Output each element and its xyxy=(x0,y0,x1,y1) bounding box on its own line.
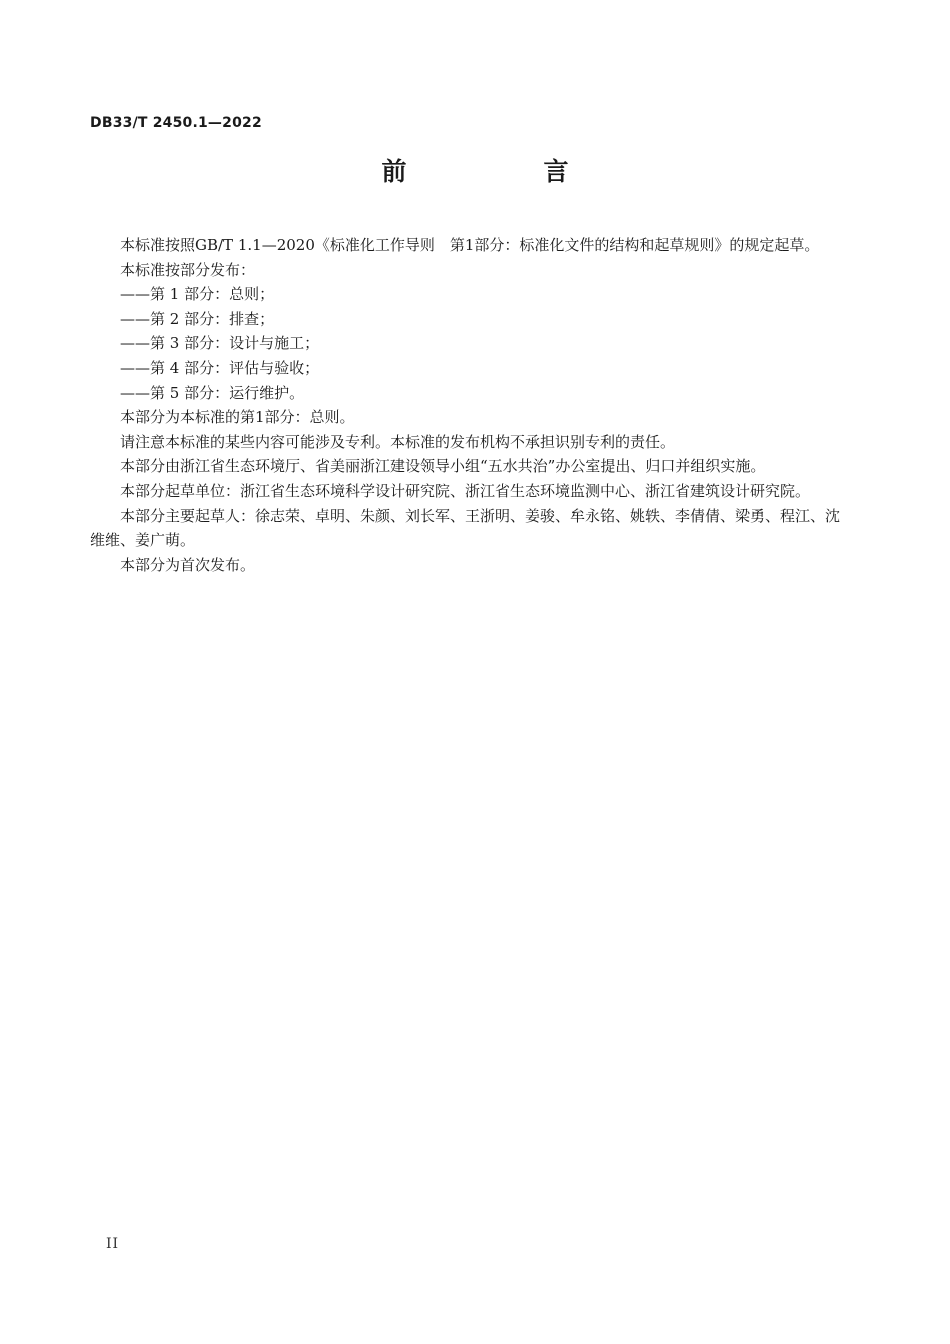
list-item-part-2: ——第 2 部分：排查； xyxy=(120,309,275,328)
list-item-part-4: ——第 4 部分：评估与验收； xyxy=(120,358,320,377)
paragraph-this-part: 本部分为本标准的第1部分：总则。 xyxy=(120,408,355,427)
paragraph-drafters: 本部分主要起草人：徐志荣、卓明、朱颜、刘长军、王浙明、姜骏、牟永铭、姚轶、李倩倩、梁勇、程江、沈维维、姜广萌。 xyxy=(90,506,841,550)
section-title: 前 言 xyxy=(381,157,625,186)
list-item-part-1: ——第 1 部分：总则； xyxy=(120,285,275,304)
list-item-part-3: ——第 3 部分：设计与施工； xyxy=(120,334,320,353)
paragraph-parts-intro: 本标准按部分发布： xyxy=(120,260,256,279)
list-item-part-5: ——第 5 部分：运行维护。 xyxy=(120,383,305,402)
foreword-body xyxy=(90,233,840,577)
paragraph-patent-notice: 请注意本标准的某些内容可能涉及专利。本标准的发布机构不承担识别专利的责任。 xyxy=(120,432,676,451)
paragraph-drafting-rules: 本标准按照GB/T 1.1—2020《标准化工作导则 第1部分：标准化文件的结构和起草规则》的规定起草。 xyxy=(120,236,820,254)
paragraph-first-release: 本部分为首次发布。 xyxy=(120,555,256,574)
paragraph-proposer: 本部分由浙江省生态环境厅、省美丽浙江建设领导小组“五水共治”办公室提出、归口并组织实施。 xyxy=(120,457,766,476)
page-number: II xyxy=(106,1236,120,1252)
standard-code: DB33/T 2450.1—2022 xyxy=(90,115,262,131)
paragraph-drafting-units: 本部分起草单位：浙江省生态环境科学设计研究院、浙江省生态环境监测中心、浙江省建筑设计研究院。 xyxy=(120,481,811,500)
